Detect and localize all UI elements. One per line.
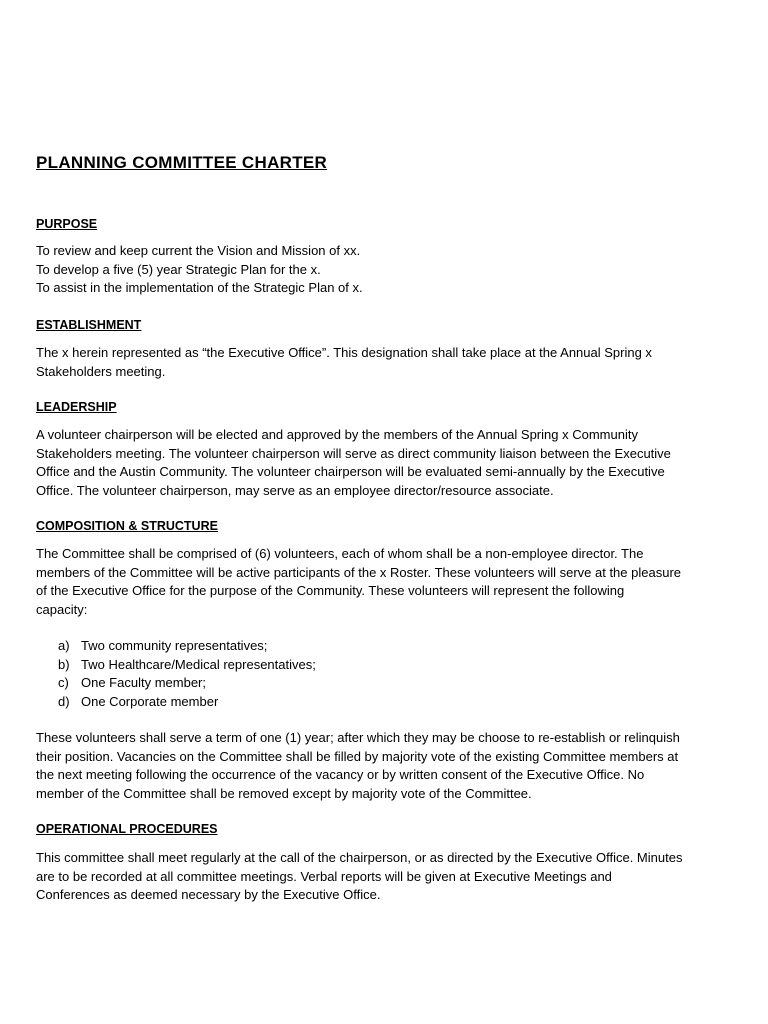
document-title: PLANNING COMMITTEE CHARTER	[36, 153, 328, 172]
composition-term-line: member of the Committee shall be removed except by majority vote of the Committee.	[36, 785, 532, 801]
purpose-line: To review and keep current the Vision and Mission of xx.	[36, 243, 361, 258]
leadership-line: A volunteer chairperson will be elected and approved by the members of the Annual Spring x Community	[36, 427, 638, 442]
composition-intro-line: capacity:	[36, 601, 88, 617]
list-item-text: Two Healthcare/Medical representatives;	[81, 656, 316, 672]
purpose-line: To assist in the implementation of the Strategic Plan of x.	[36, 280, 363, 295]
procedures-line: Conferences as deemed necessary by the Executive Office.	[36, 887, 381, 902]
leadership-line: Stakeholders meeting. The volunteer chairperson will serve as direct community liaison between the Executive	[36, 445, 671, 461]
list-item-text: One Faculty member;	[81, 675, 206, 690]
list-marker: d)	[58, 693, 70, 709]
purpose-line: To develop a five (5) year Strategic Plan for the x.	[36, 261, 321, 277]
purpose-body	[36, 242, 740, 298]
procedures-heading: OPERATIONAL PROCEDURES	[36, 822, 218, 836]
list-item	[58, 674, 762, 693]
list-item-text: Two community representatives;	[81, 638, 268, 653]
establishment-line: Stakeholders meeting.	[36, 363, 166, 379]
composition-term-line: These volunteers shall serve a term of one (1) year; after which they may be choose to re-establish or relinquish	[36, 730, 680, 745]
establishment-body	[36, 344, 740, 381]
leadership-body	[36, 426, 740, 500]
composition-term	[36, 729, 740, 803]
list-item	[58, 693, 762, 712]
leadership-line: Office and the Austin Community. The volunteer chairperson will be evaluated semi-annually by the Executive	[36, 464, 665, 479]
purpose-heading: PURPOSE	[36, 217, 98, 231]
list-item	[58, 656, 762, 675]
composition-heading: COMPOSITION & STRUCTURE	[36, 519, 218, 533]
list-item	[58, 637, 762, 656]
procedures-line: are to be recorded at all committee meetings. Verbal reports will be given at Executive Meetings and	[36, 868, 612, 884]
establishment-heading: ESTABLISHMENT	[36, 318, 142, 332]
establishment-line: The x herein represented as “the Executive Office”. This designation shall take place at the Annual Spring x	[36, 345, 652, 360]
leadership-heading: LEADERSHIP	[36, 400, 117, 414]
composition-term-line: the next meeting following the occurrence of the vacancy or by written consent of the Executive Office. No	[36, 767, 645, 782]
list-marker: c)	[58, 675, 69, 690]
composition-intro	[36, 545, 740, 619]
composition-term-line: their position. Vacancies on the Committee shall be filled by majority vote of the existing Committee members at	[36, 748, 679, 764]
composition-intro-line: members of the Committee will be active participants of the x Roster. These volunteers will serve at the pleasure	[36, 564, 681, 580]
leadership-line: Office. The volunteer chairperson, may serve as an employee director/resource associate.	[36, 482, 554, 498]
capacity-list	[36, 637, 762, 711]
list-item-text: One Corporate member	[81, 693, 219, 709]
composition-intro-line: of the Executive Office for the purpose of the Community. These volunteers will represent the following	[36, 583, 625, 598]
procedures-body	[36, 849, 740, 905]
list-marker: b)	[58, 656, 70, 672]
composition-intro-line: The Committee shall be comprised of (6) volunteers, each of whom shall be a non-employee director. The	[36, 546, 644, 561]
procedures-line: This committee shall meet regularly at the call of the chairperson, or as directed by the Executive Office. Minutes	[36, 850, 683, 865]
list-marker: a)	[58, 638, 70, 653]
